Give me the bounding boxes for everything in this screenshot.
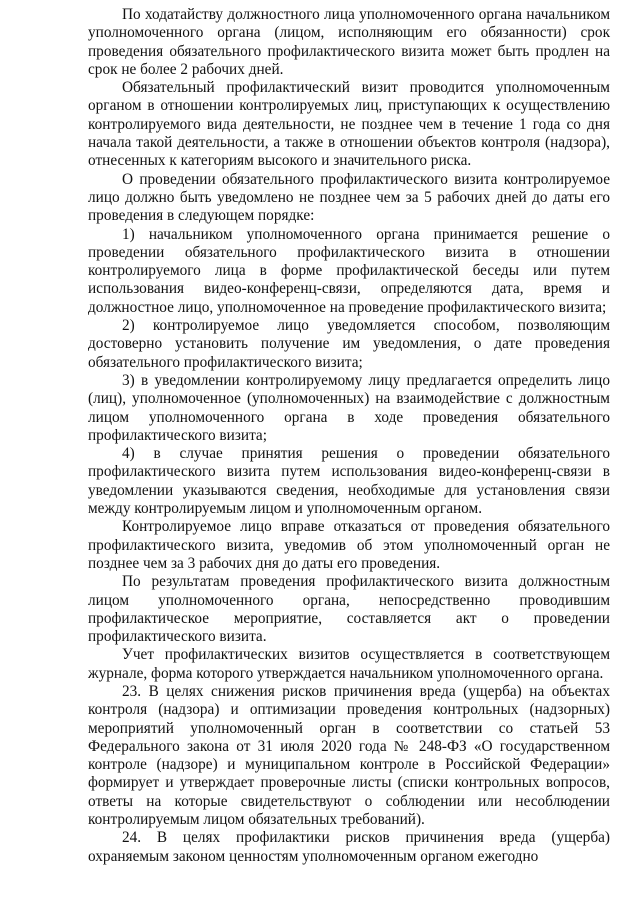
document-page (88, 6, 610, 866)
paragraph-section-23: 23. В целях снижения рисков причинения вреда (ущерба) на объектах контроля (надзора) и оптимизации проведения контрольных (надзорных) мероприятий уполномоченный орган в соответствии со статьей 53 Федерального закона от 31 июля 2020 года № 248-ФЗ «О государственном контроле (надзоре) и муниципальном контроле в Российской Федерации» формирует и утверждает проверочные листы (списки контрольных вопросов, ответы на которые свидетельствуют о соблюдении или несоблюдении контролируемым лицом обязательных требований). (88, 682, 610, 829)
paragraph-right-to-refuse: Контролируемое лицо вправе отказаться от проведения обязательного профилактического визита, уведомив об этом уполномоченный орган не позднее чем за 3 рабочих дня до даты его проведения. (88, 518, 610, 572)
list-item-1: 1) начальником уполномоченного органа принимается решение о проведении обязательного профилактического визита в отношении контролируемого лица в форме профилактической беседы или путем использования видео-конференц-связи, определяются дата, время и должностное лицо, уполномоченное на проведение профилактического визита; (88, 225, 610, 316)
paragraph-visit-journal: Учет профилактических визитов осуществляется в соответствующем журнале, форма которого утверждается начальником уполномоченного органа. (88, 646, 610, 682)
list-item-4: 4) в случае принятия решения о проведении обязательного профилактического визита путем использования видео-конференц-связи в уведомлении указываются сведения, необходимые для установления связи между контролируемым лицом и уполномоченным органом. (88, 445, 610, 518)
list-item-2: 2) контролируемое лицо уведомляется способом, позволяющим достоверно установить получение им уведомления, о дате проведения обязательного профилактического визита; (88, 317, 610, 371)
paragraph-visit-act: По результатам проведения профилактического визита должностным лицом уполномоченного органа, непосредственно проводившим профилактическое мероприятие, составляется акт о проведении профилактического визита. (88, 573, 610, 646)
paragraph-section-24: 24. В целях профилактики рисков причинения вреда (ущерба) охраняемым законом ценностям уполномоченным органом ежегодно (88, 829, 610, 865)
paragraph-notification-order: О проведении обязательного профилактического визита контролируемое лицо должно быть уведомлено не позднее чем за 5 рабочих дней до даты его проведения в следующем порядке: (88, 170, 610, 225)
paragraph-mandatory-visit-scope: Обязательный профилактический визит проводится уполномоченным органом в отношении контролируемых лиц, приступающих к осуществлению контролируемого вида деятельности, не позднее чем в течение 1 года со дня начала такой деятельности, а также в отношении объектов контроля (надзора), отнесенных к категориям высокого и значительного риска. (88, 79, 610, 170)
paragraph-extension-of-visit: По ходатайству должностного лица уполномоченного органа начальником уполномоченного органа (лицом, исполняющим его обязанности) срок проведения обязательного профилактического визита может быть продлен на срок не более 2 рабочих дней. (88, 6, 610, 78)
list-item-3: 3) в уведомлении контролируемому лицу предлагается определить лицо (лиц), уполномоченное (уполномоченных) на взаимодействие с должностным лицом уполномоченного органа в ходе проведения обязательного профилактического визита; (88, 371, 610, 444)
